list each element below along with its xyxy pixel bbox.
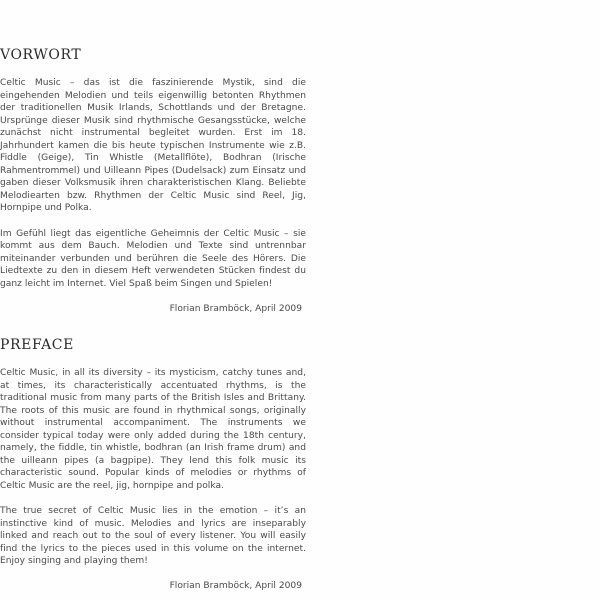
vorwort-paragraph-1: Celtic Music – das ist die faszinierende Mystik, sind die eingehenden Melodien und teils eigenwillig betonten Rhythmen der traditionellen Musik Irlands, Schottlands und der Bretagne. Ursprünge dieser Musik sind rhythmische Gesangsstücke, welche zunächst nicht instrumental begleitet wurden. Erst im 18. Jahrhundert kamen die bis heute typischen Instrumente wie z.B. Fiddle (Geige), Tin Whistle (Metallflöte), Bodhran (Irische Rahmentrommel) und Uilleann Pipes (Dudelsack) zum Einsatz und gaben dieser Volksmusik ihren charakteristischen Klang. Beliebte Melodiearten bzw. Rhythmen der Celtic Music sind Reel, Jig, Hornpipe und Polka. xyxy=(0,78,306,214)
section-vorwort xyxy=(0,42,306,315)
preface-heading: preface xyxy=(0,330,74,354)
preface-paragraph-2: The true secret of Celtic Music lies in the emotion – it’s an instinctive kind of music. Melodies and lyrics are inseparably linked and reach out to the soul of every listener. You will easily find the lyrics to the pieces used in this volume on the internet. Enjoy singing and playing them! xyxy=(0,505,306,567)
preface-signature: Florian Bramböck, April 2009 xyxy=(169,581,302,592)
vorwort-heading: vorwort xyxy=(0,40,82,64)
vorwort-signature: Florian Bramböck, April 2009 xyxy=(169,303,302,314)
vorwort-paragraph-2: Im Gefühl liegt das eigentliche Geheimnis der Celtic Music – sie kommt aus dem Bauch. Melodien und Texte sind untrennbar miteinander verbunden und berühren die Seele des Hörers. Die Liedtexte zu den in diesem Heft verwendeten Stücken findest du ganz leicht im Internet. Viel Spaß beim Singen und Spielen! xyxy=(0,228,306,289)
preface-paragraph-1: Celtic Music, in all its diversity – its mysticism, catchy tunes and, at times, its characteristically accentuated rhythms, is the traditional music from many parts of the British Isles and Brittany. The roots of this music are found in rhythmical songs, originally without instrumental accompaniment. The instruments we consider typical today were only added during the 18th century, namely, the fiddle, tin whistle, bodhran (an Irish frame drum) and the uilleann pipes (a bagpipe). They lend this folk music its characteristic sound. Popular kinds of melodies or rhythms of Celtic Music are the reel, jig, hornpipe and polka. xyxy=(0,368,306,491)
section-preface xyxy=(0,332,306,593)
